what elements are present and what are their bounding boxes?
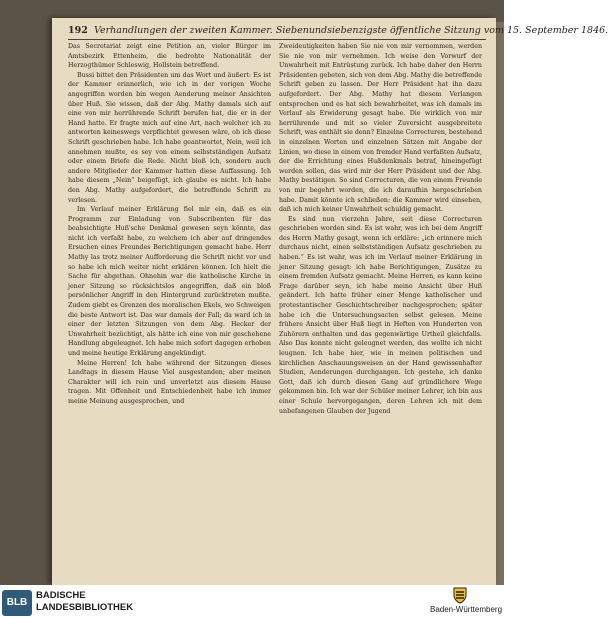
paragraph: Zweideutigkeiten haben Sie nie von mir vernommen, werden Sie nie von mir vernehmen. Ich weise den Vorwurf der Unwahrheit mit Entrüstung zurück. Ich habe daher den Herrn Präsidenten gebeten, sich von dem Abg. Mathy die betreffende Schrift geben zu lassen. Der Herr Präsident hat ihn dazu aufgefordert. Der Abg. Mathy hat diesem Verlangen entsprochen und es hat sich bewahrheitet, was ich damals im Verlauf als Erwiderung gesagt habe. Die wirklich von mir herrührende und mit so vieler Zuversicht ausgebreitete Schrift, was enthält sie denn? Einzelne Correcturen, bestehend in einzelnen Worten und einzelnen Sätzen mit Angabe der Linien, wo diese in einem von fremder Hand verfaßten Aufsatz, der die Errichtung eines Hußdenkmals betraf, hineingefügt werden sollen, das wird mir der Herr Präsident und der Abg. Mathy bestätigen. So sind Correcturen, die von einem Freunde von mir begehrt worden, die ich daraufhin hergeschrieben habe. Damit könnte ich schließen: die Kammer wird einsehen, daß ich mich keiner Unwahrheit schuldig gemacht. [279,43,482,214]
right-column [279,42,482,582]
library-name-line1: BADISCHE [36,590,86,601]
library-name-line2: LANDESBIBLIOTHEK [36,602,134,613]
paragraph: Bussi bittet den Präsidenten um das Wort und äußert: Es ist der Kammer erinnerlich, wie ich in der vorigen Woche angegriffen worden bin wegen Aenderung meiner Ansichten über Huß. Sie wissen, daß der Abg. Mathy damals sich auf eine von mir herrührende Schrift berufen hat, die er in der Hand hatte. Er fragte mich auf eine Art, nach welcher ich zu antworten keineswegs verpflichtet gewesen wäre, ob ich diese Schrift geschrieben habe. Ich habe geantwortet, Nein, weil ich annehmen mußte, es sey von einem selbstständigen Aufsatz oder einem Briefe die Rede. Nicht bloß ich, sondern auch andere Mitglieder der Kammer hatten diese Auffassung. Ich habe diesem „Nein“ beigefügt, ich glaube es nicht. Ich habe den Abg. Mathy aufgefordert, die betreffende Schrift zu verlesen. [68,71,271,204]
library-name [36,590,133,614]
crest-icon [451,586,469,604]
paragraph: Das Secretariat zeigt eine Petition an, vieler Bürger im Amtsbezirk Ettenheim, die bedrohte Nationalität der Herzogthümer Schleswig, Hollstein betreffend. [68,43,271,70]
blb-logo[interactable]: BLB [2,590,32,616]
page-number: 192 [68,25,88,36]
paragraph: Im Verlauf meiner Erklärung fiel mir ein, daß es ein Programm zur Einladung von Subscribenten für das beabsichtigte Huß'sche Denkmal gewesen seyn könnte, das nicht ich verfaßt habe, zu welchem ich aber auf dringendes Ersuchen eines Freundes Berichtigungen gemacht habe. Herr Mathy las trotz meiner Aufforderung die Schrift nicht vor und so habe ich mich weiter nicht erklären können. Ich hielt die Sache für abgethan. Ohnehin war die katholische Kirche in jener Sitzung so rücksichtslos angegriffen, daß ein bloß persönlicher Angriff in den Hintergrund zurücktreten mußte. Zudem giebt es Grenzen des moralischen Ekels, wo Schweigen die beste Antwort ist. Das war damals der Fall; da ward ich in einer der letzten Sitzungen von dem Abg. Hecker der Unwahrheit bezüchtigt, als hätte ich eine von mir geschehene Handlung abgeleugnet. Ich habe mich sofort dagegen erhoben und meine heutige Erklärung angekündigt. [68,206,271,357]
document-page [52,18,608,585]
page-edge [496,22,504,585]
running-title: Verhandlungen der zweiten Kammer. Siebenundsiebenzigste öffentliche Sitzung vom 15. September 1846. [94,25,608,36]
page-header [68,25,608,39]
paragraph: Es sind nun vierzehn Jahre, seit diese Correcturen geschrieben worden sind. Es ist wahr, was ich bei dem Angriff des Herrn Mathy gesagt, wenn ich erkläre: „ich erinnere mich durchaus nicht, einen selbstständigen Aufsatz geschrieben zu haben.“ Es ist wahr, was ich im Verlauf meiner Erklärung in jener Sitzung gesagt: ich habe Berichtigungen, Zusätze zu einem fremden Aufsatz gemacht. Meine Herren, es kann keine Frage darüber seyn, ich habe meine Ansicht über Huß geändert. Ich hatte früher einer Menge katholischer und protestantischer Geschichtschreiber nachgesprochen; später habe ich die Untersuchungsacten selbst gelesen. Meine frühere Ansicht über Huß liegt in Heften von Hunderten von Zuhörern enthalten und das gegenwärtige Urtheil gleichfalls. Also Das konnte nicht geleugnet werden, das wollte ich nicht leugnen. Ich habe hier, wie in meinen politischen und kirchlichen Anschauungsweisen an der Hand gewissenhafter Studien, Aenderungen durchgangen. Ich gestehe, ich danke Gott, daß ich durch diesen Gang auf gründlichere Wege gekommen bin. Ich war der Schüler meiner Lehrer, ich bin aus einer Schule hervorgegangen, deren Lehren ich mit dem unbefangenen Glauben der Jugend [279,215,482,415]
paragraph: Meine Herren! Ich habe während der Sitzungen dieses Landtags in diesem Hause Viel ausgestanden; aber meinen Charakter will ich rein und unverletzt aus diesem Hause tragen. Mit Offenheit und Entschiedenheit habe ich immer meine Meinung ausgesprochen, und [68,359,271,405]
header-rule [68,39,486,40]
left-column [68,42,271,582]
partner-name: Baden-Württemberg [430,605,503,614]
